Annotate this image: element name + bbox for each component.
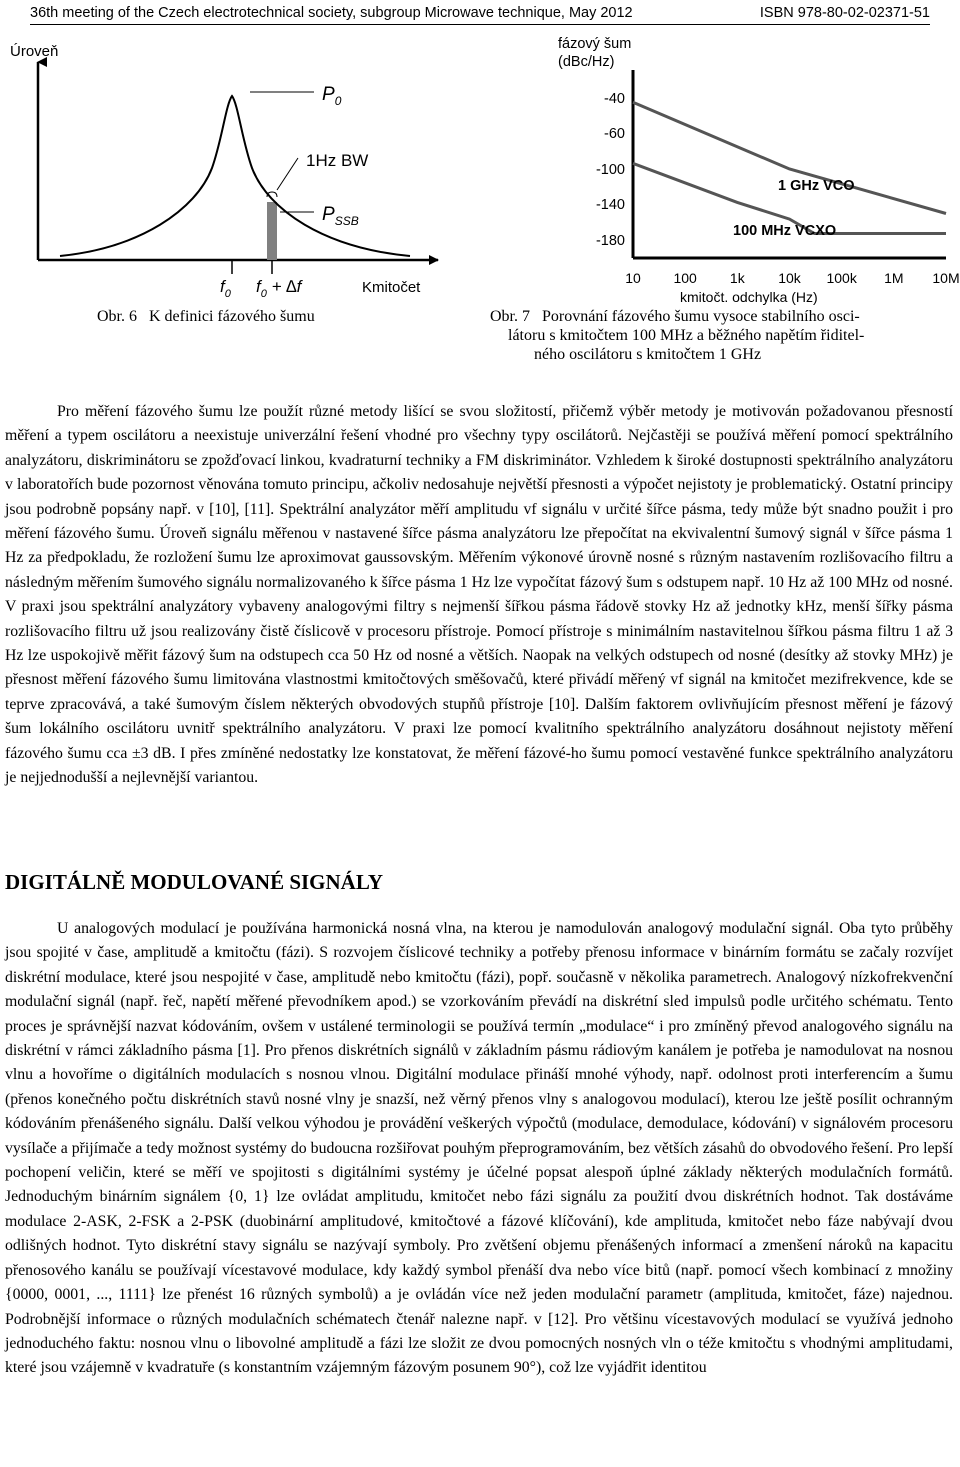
fig7-x-tick-label: 1M [884,270,904,286]
fig7-x-tick-label: 1k [729,270,745,286]
fig6-noise-band [267,202,277,260]
figure-7-caption [490,307,960,364]
section-heading: DIGITÁLNĚ MODULOVANÉ SIGNÁLY [5,870,384,894]
header-rule [30,24,930,25]
fig7-x-label: kmitočt. odchylka (Hz) [680,289,818,305]
paragraph-phase-noise-measurement: Pro měření fázového šumu lze použít různé metody lišící se svou složitostí, přičemž výběr metody je motivován požadovanou přesností měření a typem oscilátoru a neexistuje univerzální řešení vhodné pro všechny typy oscilátorů. Nejčastěji se používá měření pomocí spektrálního analyzátoru, diskriminátoru se zpožďovací linkou, kvadraturní techniky a FM diskriminátor. Vzhledem k široké dostupnosti spektrálního analyzátoru v laboratořích bude pozornost věnována tomuto principu, ačkoliv nedosahuje největší přesnosti a výpočet nejistoty je problematický. Ostatní principy jsou podrobně popsány např. v [10], [11]. Spektrální analyzátor měří amplitudu vf signálu v určité šířce pásma, tedy může být snadno použit i pro měření fázového šumu. Úroveň signálu měřenou v nastavené šířce pásma analyzátoru lze přepočítat na ekvivalentní šumový signál v šířce pásma 1 Hz za předpokladu, že rozložení šumu lze aproximovat gaussovským. Měřením výkonové úrovně nosné s různým nastavením rozlišovacího filtru a následným měřením šumového signálu normalizovaného k šířce pásma 1 Hz lze vypočítat fázový šum s odstupem např. 10 Hz až 100 MHz od nosné. V praxi jsou spektrální analyzátory vybaveny analogovými filtry s nejmenší šířkou pásma řádově stovky Hz až jednotky kHz, menší šířky pásma rozlišovacího filtru už jsou realizovány čistě číslicově v procesoru přístroje. Pomocí přístroje s minimálním nastavitelnou šířkou pásma filtru 1 až 3 Hz lze uspokojivě měřit fázový šum na odstupech cca 50 Hz od nosné a větších. Naopak na velkých odstupech od nosné (desítky až stovky MHz) je přesnost měření fázového šumu limitována vlastnostmi kmitočtových směšovačů, které přivádí měřený vf signál na kmitočet mezifrekvence, kde se teprve zpracovává, a také šumovým číslem některých obvodových stupňů přístroje [10]. Dalším faktorem ovlivňujícím přesnost měření je fázový šum lokálního oscilátoru uvnitř spektrálního analyzátoru. V praxi lze pomocí kvalitního spektrálního analyzátoru dosáhnout nejistoty měření fázového šumu cca ±3 dB. I přes zmíněné nedostatky lze konstatovat, že měření fázové-ho šumu pomocí vestavěné funkce spektrálního analyzátoru je nejjednodušší a nejlevnější variantou. [5,403,953,787]
fig6-p0-label: $P_0$ [322,84,342,108]
fig7-series-label-vco: 1 GHz VCO [778,178,855,194]
fig7-x-tick-label: 10M [932,270,960,286]
fig6-spectrum-curve [60,96,410,256]
fig6-f0df-label: $f_0 + \Delta f$ [256,277,302,300]
fig7-x-tick-label: 100k [826,270,857,286]
fig7-x-tick-label: 10 [625,270,641,286]
figure-6 [0,30,480,300]
fig7-y-tick-label: -100 [595,162,625,178]
figure-7-chart [548,30,960,310]
page-header [30,2,930,24]
figure-7-caption-line-2: látoru s kmitočtem 100 MHz a běžného napětím řiditel- [508,327,865,344]
header-isbn: ISBN 978-80-02-02371-51 [759,5,930,21]
figure-7 [548,30,960,310]
fig6-pssb-label: $P_{SSB}$ [322,204,359,228]
fig7-series-line-vco [633,102,946,213]
fig6-x-label: Kmitočet [362,279,421,296]
figure-7-caption-line-3: ného oscilátoru s kmitočtem 1 GHz [534,346,762,363]
figure-6-diagram [0,30,480,300]
fig7-y-tick-label: -140 [595,197,625,213]
fig7-y-tick-label: -180 [595,233,625,249]
fig7-y-tick-label: -40 [604,91,625,107]
paragraph-digital-modulation: U analogových modulací je používána harmonická nosná vlna, na kterou je namodulován analogový modulační signál. Oba tyto průběhy jsou spojité v čase, amplitudě a kmitočtu (fázi). S rozvojem číslicové techniky a potřeby přenosu informace v binárním formátu se začaly rozvíjet diskrétní modulace, které jsou nespojité v čase, amplitudě nebo kmitočtu (fázi), popř. současně v několika parametrech. Analogový nízkofrekvenční modulační signál (např. řeč, napětí měřené převodníkem apod.) se vzorkováním převádí na diskrétní sled impulsů podle určitého schématu. Tento proces je správnější nazvat kódováním, ovšem v ustálené terminologii se používá termín „modulace“ i pro zmíněný převod analogového signálu na diskrétní v rámci základního pásma [1]. Pro přenos diskrétních signálů v základním pásmu rádiovým kanálem je potřeba je namodulovat na nosnou vlnu a hovoříme o digitálních modulacích s nosnou vlnou. Digitální modulace přináší mnohé výhody, např. odolnost proti interferencím a šumu (přenos konečného počtu diskrétních stavů nosné vlny je snazší, než věrný přenos vlny s analogovou modulací), kterou lze ještě posílit ochranným kódováním přenášeného signálu. Další velkou výhodou je provádění veškerých výpočtů (modulace, demodulace, kódování) v signálovém procesoru vysílače a přijímače a tedy možnost systémy do budoucna rozšiřovat pouhým přeprogramováním, bez větších zásahů do obvodového řešení. Pro lepší pochopení veličin, které se měří ve spojitosti s digitálními systémy je účelné popsat alespoň úplné základy některých modulačních formátů. Jednoduchým binárním signálem {0, 1} lze ovládat amplitudu, kmitočet nebo fázi signálu za použití dvou diskrétních hodnot. Tak dostáváme modulace 2-ASK, 2-FSK a 2-PSK (duobinární amplitudové, kmitočtové a fázové klíčování), kde amplituda, kmitočet nebo fáze nabývají dvou odlišných hodnot. Tyto diskrétní stavy signálu se nazývají symboly. Pro zvětšení objemu přenášených informací a zmenšení nároků na kapacitu přenosového kanálu se používají vícestavové modulace, kdy každý symbol přenáší dva nebo více bitů (např. pomocí všech kombinací z množiny {0000, 0001, ..., 1111} lze přenést 16 různých symbolů) a je ovládán více než jeden modulační parametr (amplituda, kmitočet, fáze) najednou. Podrobnější informace o různých modulačních schématech čtenář nalezne např. v [12]. Pro většinu vícestavových modulací se využívá jednoho jednoduchého faktu: nosnou vlnu o libovolné amplitudě a fázi lze složit ze dvou pomocných nosných vln o téže kmitočtu s vhodnými amplitudami, které jsou vzájemně v kvadratuře (s konstantním vzájemným fázovým posunem 90°), což lze vyjádřit identitou [5,920,953,1377]
fig6-f0-label: $f_0$ [220,277,231,300]
fig6-y-label: Úroveň [10,43,59,60]
fig7-y-label-1: fázový šum [558,36,632,52]
figure-7-caption-line-1: Obr. 7 Porovnání fázového šumu vysoce stabilního osci- [490,308,860,325]
figure-6-caption: Obr. 6 K definici fázového šumu [97,308,315,325]
fig7-x-tick-label: 100 [673,270,697,286]
fig7-series-label-vcxo: 100 MHz VCXO [733,223,837,239]
fig6-bw-leader [277,158,298,190]
header-conference: 36th meeting of the Czech electrotechnical society, subgroup Microwave technique, May 2012 [30,5,633,21]
fig7-y-label-2: (dBc/Hz) [558,54,615,70]
fig6-bw-label: 1Hz BW [306,151,369,170]
fig7-y-tick-label: -60 [604,126,625,142]
fig7-x-tick-label: 10k [778,270,801,286]
